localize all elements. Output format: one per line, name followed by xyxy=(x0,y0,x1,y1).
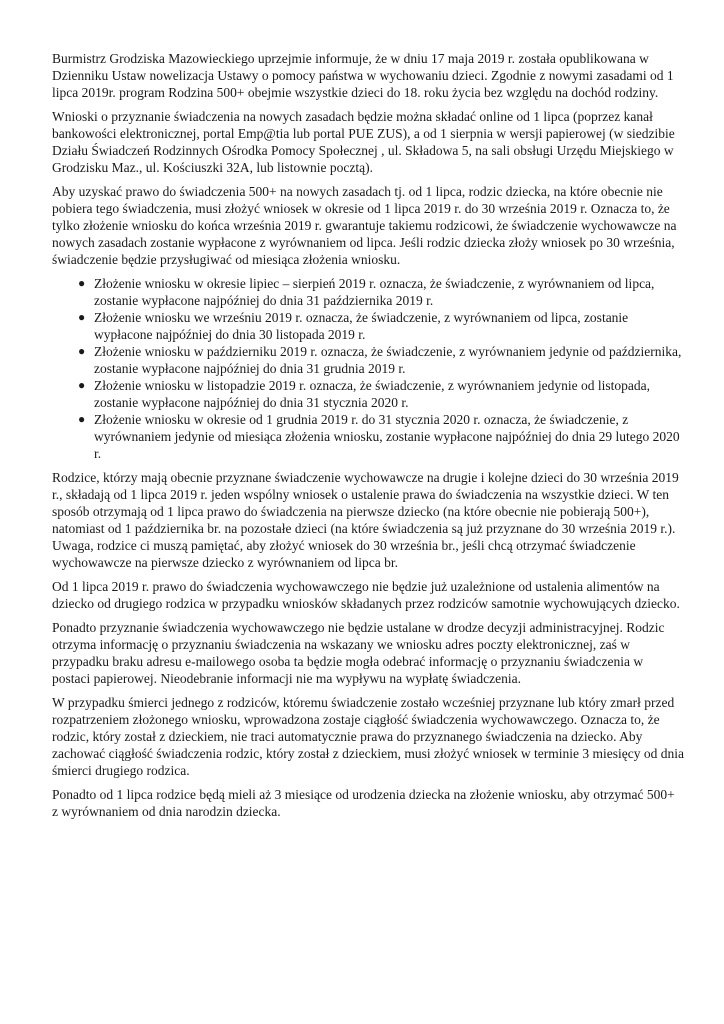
paragraph-newborn: Ponadto od 1 lipca rodzice będą mieli aż 3 miesiące od urodzenia dziecka na złożenie wniosku, aby otrzymać 500+ z wyrównaniem od dnia narodzin dziecka. xyxy=(52,787,675,819)
paragraph-no-decision: Ponadto przyznanie świadczenia wychowawczego nie będzie ustalane w drodze decyzji administracyjnej. Rodzic otrzyma informację o przyznaniu świadczenia na wskazany we wniosku adres poczty elektronicznej, zaś w przypadku braku adresu e-mailowego osoba ta będzie mogła odebrać informację o przyznaniu świadczenia w postaci papierowej. Nieodebranie informacji nie ma wypływu na wypłatę świadczenia. xyxy=(52,620,665,686)
bullet-icon: ● xyxy=(78,310,86,324)
list-item-text: Złożenie wniosku we wrześniu 2019 r. oznacza, że świadczenie, z wyrównaniem od lipca, zostanie wypłacone najpóźniej do dnia 30 listopada 2019 r. xyxy=(94,310,629,342)
paragraph-application-channels: Wnioski o przyznanie świadczenia na nowych zasadach będzie można składać online od 1 lipca (poprzez kanał bankowości elektronicznej, portal Emp@tia lub portal PUE ZUS), a od 1 sierpnia w wersji papierowej (w siedzibie Działu Świadczeń Rodzinnych Ośrodka Pomocy Społecznej , ul. Składowa 5, na sali obsługi Urzędu Miejskiego w Grodzisku Maz., ul. Kościuszki 32A, lub listownie pocztą). xyxy=(52,109,675,175)
list-item-text: Złożenie wniosku w okresie od 1 grudnia 2019 r. do 31 stycznia 2020 r. oznacza, że świadczenie, z wyrównaniem jedynie od miesiąca złożenia wniosku, zostanie wypłacone najpóźniej do dnia 29 lutego 2020 r. xyxy=(94,412,680,461)
list-item xyxy=(78,411,684,462)
document-page xyxy=(52,50,684,827)
list-item xyxy=(78,309,684,343)
bullet-icon: ● xyxy=(78,344,86,358)
payment-schedule-list xyxy=(52,275,684,462)
paragraph-continuity: W przypadku śmierci jednego z rodziców, któremu świadczenie zostało wcześniej przyznane lub który zmarł przed rozpatrzeniem złożonego wniosku, wprowadzona zostaje ciągłość świadczenia wychowawczego. Oznacza to, że rodzic, który został z dzieckiem, nie traci automatycznie prawa do przyznanego świadczenia na dziecko. Aby zachować ciągłość świadczenia rodzic, który został z dzieckiem, musi złożyć wniosek w terminie 3 miesięcy od dnia śmierci drugiego rodzica. xyxy=(52,695,685,778)
paragraph-announcement: Burmistrz Grodziska Mazowieckiego uprzejmie informuje, że w dniu 17 maja 2019 r. została opublikowana w Dzienniku Ustaw nowelizacja Ustawy o pomocy państwa w wychowaniu dzieci. Zgodnie z nowymi zasadami od 1 lipca 2019r. program Rodzina 500+ obejmie wszystkie dzieci do 18. roku życia bez względu na dochód rodziny. xyxy=(52,51,674,100)
paragraph-alimony: Od 1 lipca 2019 r. prawo do świadczenia wychowawczego nie będzie już uzależnione od ustalenia alimentów na dziecko od drugiego rodzica w przypadku wniosków składanych przez rodziców samotnie wychowujących dziecko. xyxy=(52,579,680,611)
paragraph-multiple-children: Rodzice, którzy mają obecnie przyznane świadczenie wychowawcze na drugie i kolejne dzieci do 30 września 2019 r., składają od 1 lipca 2019 r. jeden wspólny wniosek o ustalenie prawa do świadczenia na wszystkie dzieci. W ten sposób otrzymają od 1 lipca prawo do świadczenia na pierwsze dziecko (na które obecnie nie pobierają 500+), natomiast od 1 października br. na pozostałe dzieci (na które świadczenia są już przyznane do 30 września 2019 r.). Uwaga, rodzice ci muszą pamiętać, aby złożyć wniosek do 30 września br., jeśli chcą otrzymać świadczenie wychowawcze na pierwsze dziecko z wyrównaniem od lipca br. xyxy=(52,470,679,570)
list-item xyxy=(78,343,684,377)
list-item-text: Złożenie wniosku w listopadzie 2019 r. oznacza, że świadczenie, z wyrównaniem jedynie od listopada, zostanie wypłacone najpóźniej do dnia 31 stycznia 2020 r. xyxy=(94,378,650,410)
list-item-text: Złożenie wniosku w okresie lipiec – sierpień 2019 r. oznacza, że świadczenie, z wyrównaniem od lipca, zostanie wypłacone najpóźniej do dnia 31 października 2019 r. xyxy=(94,276,655,308)
paragraph-application-deadline: Aby uzyskać prawo do świadczenia 500+ na nowych zasadach tj. od 1 lipca, rodzic dziecka, na które obecnie nie pobiera tego świadczenia, musi złożyć wniosek w okresie od 1 lipca 2019 r. do 30 września 2019 r. Oznacza to, że tylko złożenie wniosku do końca września 2019 r. gwarantuje takiemu rodzicowi, że świadczenie wychowawcze na nowych zasadach zostanie wypłacone z wyrównaniem od lipca. Jeśli rodzic dziecka złoży wniosek po 30 września, świadczenie będzie przysługiwać od miesiąca złożenia wniosku. xyxy=(52,184,677,267)
list-item-text: Złożenie wniosku w październiku 2019 r. oznacza, że świadczenie, z wyrównaniem jedynie od października, zostanie wypłacone najpóźniej do dnia 31 grudnia 2019 r. xyxy=(94,344,682,376)
bullet-icon: ● xyxy=(78,378,86,392)
list-item xyxy=(78,275,684,309)
bullet-icon: ● xyxy=(78,276,86,290)
list-item xyxy=(78,377,684,411)
bullet-icon: ● xyxy=(78,412,86,426)
